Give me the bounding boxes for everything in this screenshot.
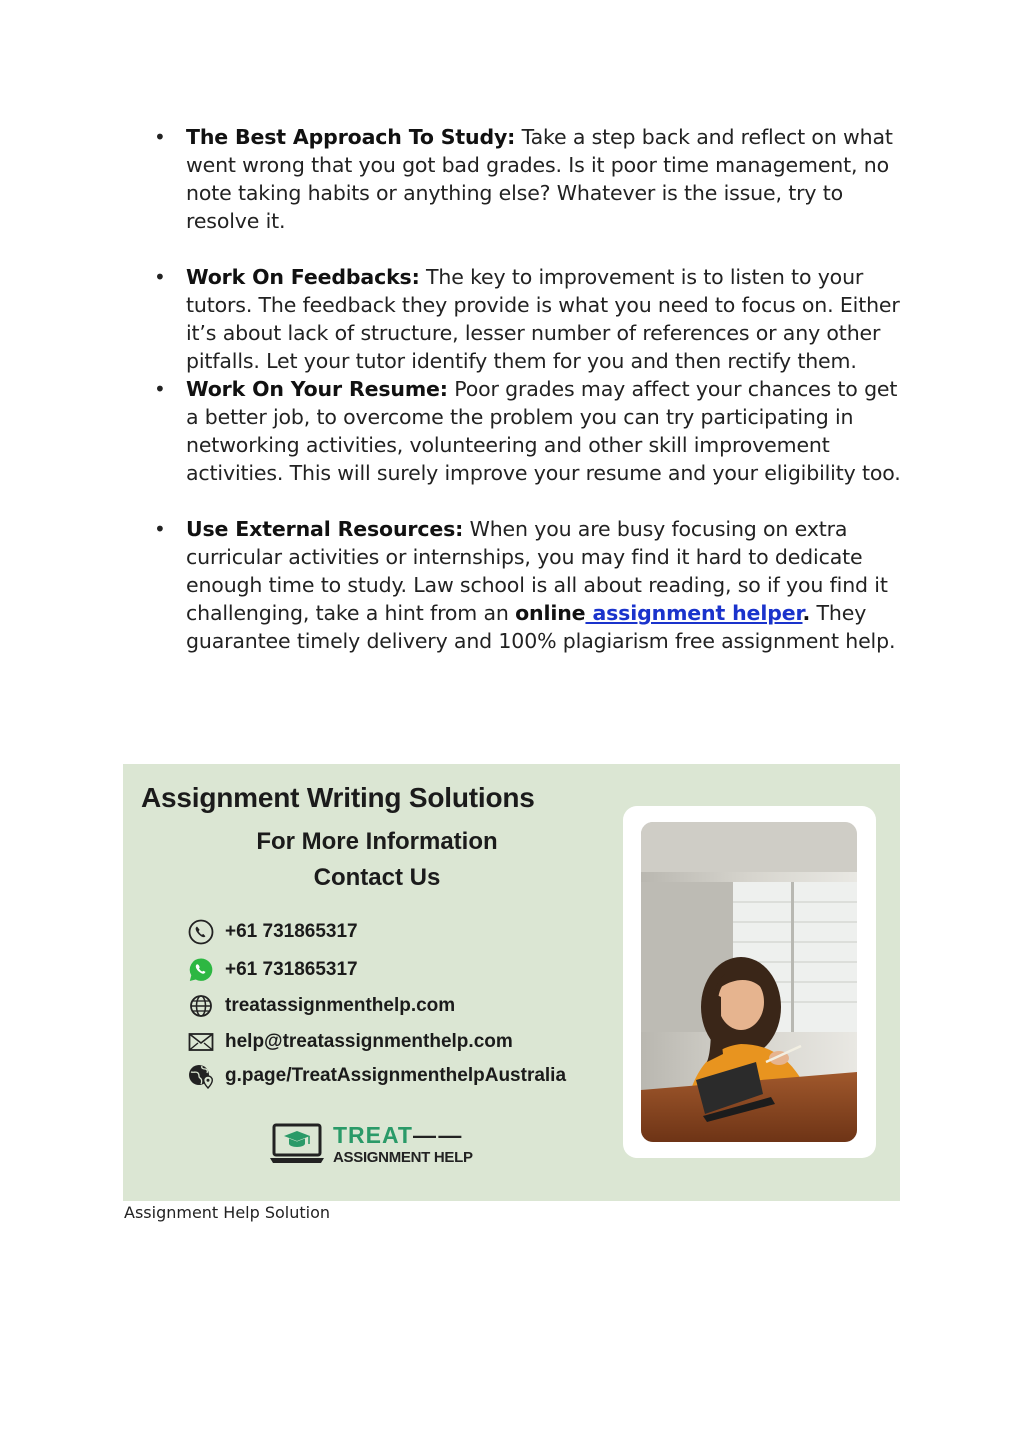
logo-word: TREAT — [333, 1121, 413, 1148]
contact-text: +61 731865317 — [225, 959, 358, 980]
bullet-term: Work On Feedbacks: — [186, 265, 420, 289]
treat-assignment-help-logo: TREAT— — ASSIGNMENT HELP — [269, 1120, 473, 1168]
bullet-text: Take a step back and reflect on what went wrong that you got bad grades. Is it poor time management, no note taking habits or anything else? Whatever is the issue, try to resolve it. — [186, 125, 893, 233]
contact-website — [187, 992, 455, 1020]
bullet-term: Work On Your Resume: — [186, 377, 448, 401]
bullet-term: The Best Approach To Study: — [186, 125, 516, 149]
assignment-helper-link[interactable]: assignment helper — [585, 601, 803, 625]
tips-list — [152, 123, 912, 655]
bullet-text: They guarantee timely delivery and 100% plagiarism free assignment help. — [186, 601, 896, 653]
list-item — [152, 123, 912, 235]
student-photo — [641, 822, 857, 1142]
contact-text: treatassignmenthelp.com — [225, 995, 456, 1016]
photo-card — [623, 806, 876, 1158]
location-globe-icon — [187, 1062, 215, 1090]
list-item — [152, 263, 912, 375]
bullet-term: Use External Resources: — [186, 517, 464, 541]
bullet-bold-word: online — [515, 601, 586, 625]
contact-banner — [123, 764, 900, 1201]
bullet-text: When you are busy focusing on extra curricular activities or internships, you may find it hard to dedicate enough time to study. Law school is all about reading, so if you find it challenging, take a hint from an — [186, 517, 888, 625]
banner-subtitle: For More Information — [256, 828, 498, 855]
contact-whatsapp — [187, 956, 358, 984]
contact-location — [187, 1062, 566, 1090]
bullet-text: Poor grades may affect your chances to get a better job, to overcome the problem you can try participating in networking activities, volunteering and other skill improvement activities. This will surely improve your resume and your eligibility too. — [186, 377, 901, 485]
logo-subtitle: ASSIGNMENT HELP — [333, 1148, 473, 1166]
list-item — [152, 515, 912, 655]
banner-title: Assignment Writing Solutions — [141, 782, 535, 813]
image-caption: Assignment Help Solution — [124, 1203, 331, 1222]
mail-icon — [187, 1028, 215, 1056]
laptop-graduation-cap-icon — [269, 1122, 325, 1166]
whatsapp-icon — [187, 956, 215, 984]
contact-text: +61 731865317 — [225, 921, 358, 942]
bullet-text: The key to improvement is to listen to your tutors. The feedback they provide is what you need to focus on. Either it’s about lack of structure, lesser number of references or any other pitfalls. Let your tutor identify them for you and then rectify them. — [186, 265, 900, 373]
contact-text: g.page/TreatAssignmenthelpAustralia — [225, 1065, 567, 1086]
phone-icon — [187, 918, 215, 946]
globe-icon — [187, 992, 215, 1020]
banner-subtitle: Contact Us — [313, 864, 441, 891]
contact-phone — [187, 918, 358, 946]
bullet-period: . — [802, 601, 811, 625]
contact-text: help@treatassignmenthelp.com — [225, 1031, 513, 1052]
contact-email — [187, 1028, 513, 1056]
list-item — [152, 375, 912, 487]
